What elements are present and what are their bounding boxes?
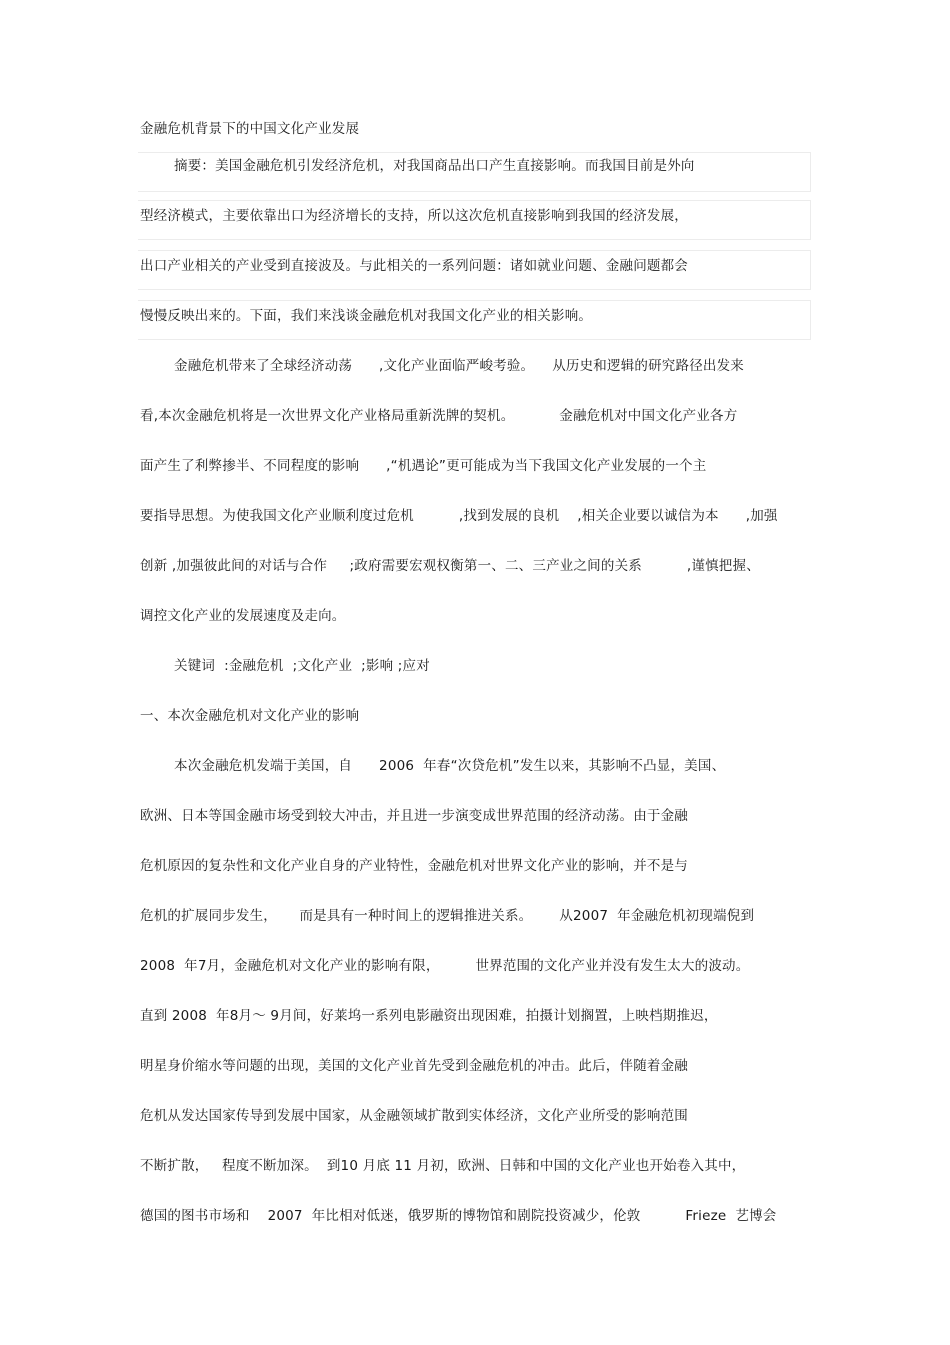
- body-line: 2008 年7月，金融危机对文化产业的影响有限， 世界范围的文化产业并没有发生太大的波动。: [140, 958, 750, 974]
- intro-line: 金融危机带来了全球经济动荡 ,文化产业面临严峻考验。 从历史和逻辑的研究路径出发来: [174, 358, 745, 374]
- body-line: 德国的图书市场和 2007 年比相对低迷，俄罗斯的博物馆和剧院投资减少，伦敦 Frieze 艺博会: [140, 1208, 777, 1224]
- intro-line: 调控文化产业的发展速度及走向。: [140, 608, 346, 624]
- body-line: 欧洲、日本等国金融市场受到较大冲击，并且进一步演变成世界范围的经济动荡。由于金融: [140, 808, 688, 824]
- intro-line: 看,本次金融危机将是一次世界文化产业格局重新洗牌的契机。 金融危机对中国文化产业各方: [140, 408, 738, 424]
- keywords-line: 关键词 :金融危机 ;文化产业 ;影响 ;应对: [174, 658, 430, 674]
- abstract-line: 出口产业相关的产业受到直接波及。与此相关的一系列问题：诸如就业问题、金融问题都会: [140, 258, 688, 274]
- intro-line: 创新 ,加强彼此间的对话与合作 ;政府需要宏观权衡第一、二、三产业之间的关系 ,谨慎把握、: [140, 558, 760, 574]
- abstract-line: 型经济模式，主要依靠出口为经济增长的支持，所以这次危机直接影响到我国的经济发展，: [140, 208, 688, 224]
- intro-line: 要指导思想。为使我国文化产业顺利度过危机 ,找到发展的良机 ,相关企业要以诚信为本 ,加强: [140, 508, 778, 524]
- document-title: 金融危机背景下的中国文化产业发展: [140, 121, 360, 137]
- body-line: 本次金融危机发端于美国，自 2006 年春“次贷危机”发生以来，其影响不凸显，美国、: [174, 758, 726, 774]
- section-heading: 一、本次金融危机对文化产业的影响: [140, 708, 360, 724]
- body-line: 危机的扩展同步发生， 而是具有一种时间上的逻辑推进关系。 从2007 年金融危机初现端倪到: [140, 908, 755, 924]
- intro-line: 面产生了利弊掺半、不同程度的影响 ,“机遇论”更可能成为当下我国文化产业发展的一个主: [140, 458, 707, 474]
- body-line: 危机原因的复杂性和文化产业自身的产业特性，金融危机对世界文化产业的影响，并不是与: [140, 858, 688, 874]
- body-line: 不断扩散， 程度不断加深。 到10 月底 11 月初，欧洲、日韩和中国的文化产业也开始卷入其中，: [140, 1158, 746, 1174]
- abstract-line: 摘要：美国金融危机引发经济危机，对我国商品出口产生直接影响。而我国目前是外向: [174, 158, 695, 174]
- abstract-line: 慢慢反映出来的。下面，我们来浅谈金融危机对我国文化产业的相关影响。: [140, 308, 593, 324]
- body-line: 危机从发达国家传导到发展中国家，从金融领域扩散到实体经济，文化产业所受的影响范围: [140, 1108, 688, 1124]
- body-line: 明星身价缩水等问题的出现，美国的文化产业首先受到金融危机的冲击。此后，伴随着金融: [140, 1058, 688, 1074]
- body-line: 直到 2008 年8月～ 9月间，好莱坞一系列电影融资出现困难，拍摄计划搁置，上映档期推迟，: [140, 1008, 718, 1024]
